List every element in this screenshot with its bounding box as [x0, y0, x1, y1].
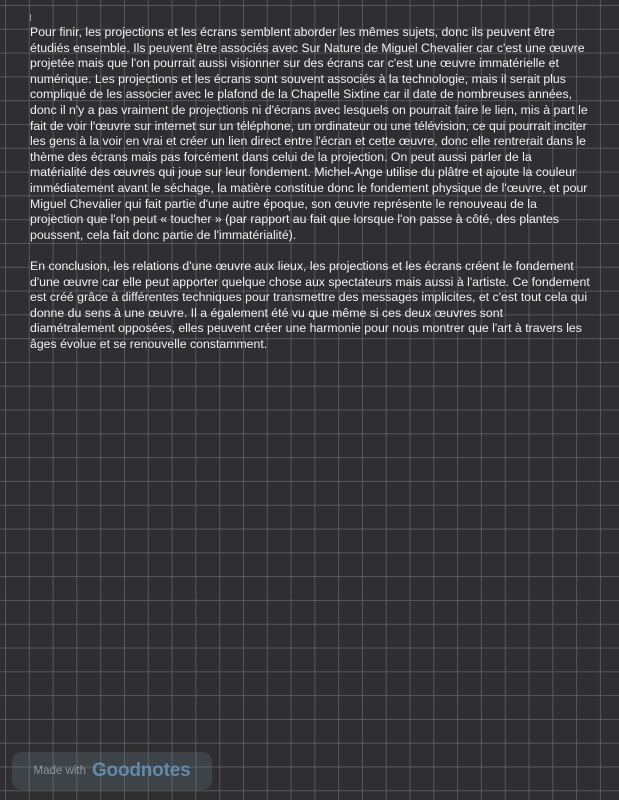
made-with-goodnotes-badge[interactable]	[12, 752, 212, 790]
document-body	[30, 25, 590, 368]
paragraph-projections: Pour finir, les projections et les écrans semblent aborder les mêmes sujets, donc ils peuvent être étudiés ensemble. Ils peuvent être associés avec Sur Nature de Miguel Chevalier car c'est une œuvre projetée mais que l'on pourrait aussi visionner sur des écrans car c'est une œuvre immatérielle et numérique. Les projections et les écrans sont souvent associés à la technologie, mais il serait plus compliqué de les associer avec le plafond de la Chapelle Sixtine car il date de nombreuses années, donc il n'y a pas vraiment de projections ni d'écrans avec lesquels on pourrait faire le lien, mis à part le fait de voir l'œuvre sur internet sur un téléphone, un ordinateur ou une télévision, ce qui pourrait inciter les gens à la voir en vrai et créer un lien direct entre l'écran et cette œuvre, donc elle rentrerait dans le thème des écrans mais pas forcément dans celui de la projection. On peut aussi parler de la matérialité des œuvres qui joue sur leur fondement. Michel-Ange utilise du plâtre et ajoute la couleur immédiatement avant le séchage, la matière constitue donc le fondement physique de l'œuvre, et pour Miguel Chevalier qui fait partie d'une autre époque, son œuvre représente le renouveau de la projection que l'on peut « toucher » (par rapport au fait que lorsque l'on passe à côté, des plantes poussent, cela fait donc partie de l'immatérialité).	[30, 25, 588, 242]
badge-prefix: Made with	[33, 765, 86, 777]
goodnotes-logo: Goodnotes	[91, 760, 191, 781]
paragraph-conclusion: En conclusion, les relations d'une œuvre aux lieux, les projections et les écrans créent le fondement d'une œuvre car elle peut apporter quelque chose aux spectateurs mais aussi à l'artiste. Ce fondement est créé grâce à différentes techniques pour transmettre des messages implicites, et c'est tout cela qui donne du sens à une œuvre. Il a également été vu que même si ces deux œuvres sont diamétralement opposées, elles peuvent créer une harmonie pour nous montrer que l'art à travers les âges évolue et se renouvelle constamment.	[30, 258, 590, 351]
text-cursor-mark	[30, 14, 31, 21]
